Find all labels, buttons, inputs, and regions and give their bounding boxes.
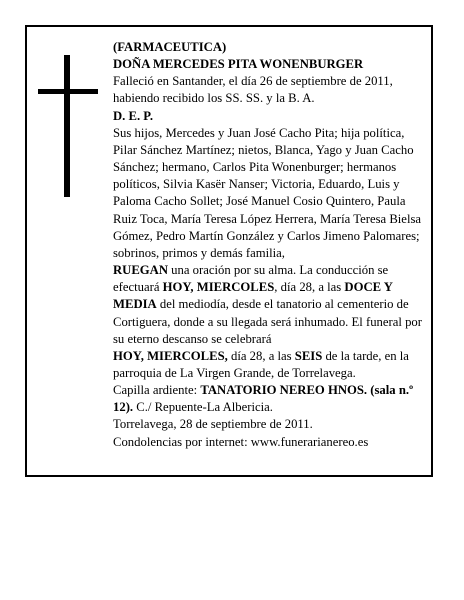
funeral-rest: de la tarde, en la parroquia de La Virgen Grande, de Torrelavega. [113, 348, 409, 380]
service-paragraph [113, 262, 425, 348]
obituary-text [113, 39, 425, 451]
funeral-paragraph [113, 348, 425, 382]
chapel-paragraph [113, 382, 425, 416]
funeral-day: HOY, MIERCOLES, [113, 348, 228, 363]
profession: (FARMACEUTICA) [113, 40, 227, 54]
funeral-time: SEIS [294, 348, 323, 363]
rip-heading: D. E. P. [113, 108, 154, 123]
deceased-name: DOÑA MERCEDES PITA WONENBURGER [113, 57, 364, 72]
chapel-address: C./ Repuente-La Albericia. [133, 400, 273, 415]
departure-date: , día 28, a las [274, 280, 345, 295]
family-list: Sus hijos, Mercedes y Juan José Cacho Pita; hija política, Pilar Sánchez Martínez; nietos, Blanca, Yago y Juan Cacho Sánchez; hermano, Carlos Pita Wonenburger; hermanos políticos, Silvia Kasër Nanser; Victoria, Eduardo, Luis y Paloma Cacho Sollet; José Manuel Cosio Quintero, Paula Ruiz Toca, María Teresa López Herrera, María Teresa Bielsa Gómez, Pedro Martín González y Carlos Jimeno Palomares; sobrinos, primos y demás familia, [113, 125, 422, 260]
ruegan-label: RUEGAN [113, 263, 168, 278]
departure-time: DOCE Y MEDIA [113, 280, 393, 312]
cross-icon [38, 55, 98, 197]
prayer-text: una oración por su alma. La conducción se efectuará [113, 263, 389, 295]
chapel-label: Capilla ardiente: [113, 383, 201, 398]
condolences: Condolencias por internet: www.funerarianereo.es [113, 434, 369, 449]
departure-day: HOY, MIERCOLES [162, 280, 275, 295]
funeral-date: día 28, a las [227, 348, 295, 363]
place-date: Torrelavega, 28 de septiembre de 2011. [113, 417, 313, 432]
departure-rest: del mediodía, desde el tanatorio al cementerio de Cortiguera, donde a su llegada será inhumado. El funeral por su eterno descanso se celebrará [113, 297, 422, 346]
chapel-name: TANATORIO NEREO HNOS. (sala n.º 12). [113, 383, 414, 415]
death-notice: Falleció en Santander, el día 26 de septiembre de 2011, habiendo recibido los SS. SS. y la B. A. [113, 74, 393, 106]
